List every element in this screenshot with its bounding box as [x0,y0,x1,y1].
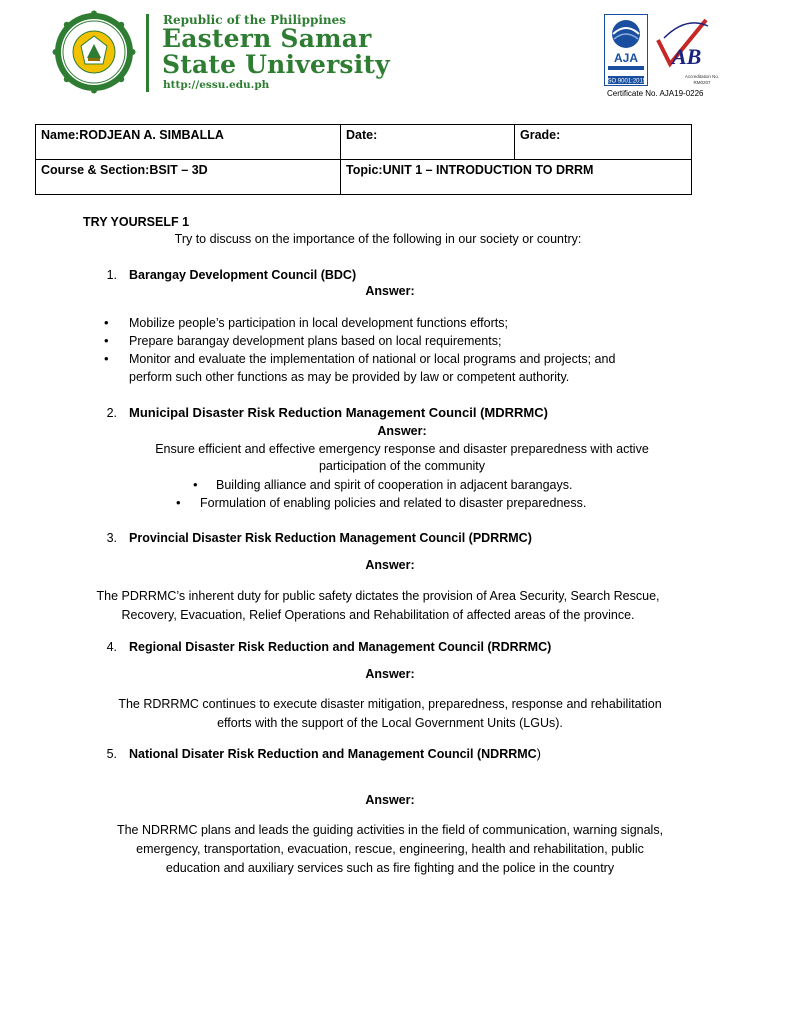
bullet-icon: • [104,315,109,330]
answer-text: The PDRRMC’s inherent duty for public safety dictates the provision of Area Security, Search Rescue, [96,589,660,603]
university-name-line2: State University [162,50,390,79]
answer-label: Answer: [365,284,415,298]
bullet-icon: • [104,351,109,366]
list-item: Mobilize people’s participation in local development functions efforts; [129,316,508,330]
aja-certification-logo [604,14,648,86]
answer-text: participation of the community [318,459,486,473]
topic-cell: Topic:UNIT 1 – INTRODUCTION TO DRRM [341,160,692,195]
answer-label: Answer: [365,793,415,807]
answer-text: efforts with the support of the Local Government Units (LGUs). [217,716,563,730]
item-number: 4. [106,640,117,654]
list-item: Formulation of enabling policies and related to disaster preparedness. [200,496,587,510]
item-heading [129,747,541,761]
item-heading-text: National Disater Risk Reduction and Management Council (NDRRMC [129,747,537,761]
answer-label: Answer: [365,558,415,572]
republic-label: Republic of the Philippines [163,13,347,27]
name-cell: Name:RODJEAN A. SIMBALLA [36,125,341,160]
list-item: Monitor and evaluate the implementation of national or local programs and projects; and [129,352,616,366]
svg-text:Accreditation No.: Accreditation No. [684,74,720,79]
jab-accreditation-logo [656,14,720,88]
instruction-text: Try to discuss on the importance of the following in our society or country: [174,232,582,246]
item-heading: Municipal Disaster Risk Reduction Management Council (MDRRMC) [129,405,548,420]
item-heading: Regional Disaster Risk Reduction and Management Council (RDRRMC) [129,640,552,654]
answer-text: The RDRRMC continues to execute disaster mitigation, preparedness, response and rehabilitation [118,697,662,711]
answer-text: education and auxiliary services such as fire fighting and the police in the country [165,861,615,875]
answer-text: Recovery, Evacuation, Relief Operations and Rehabilitation of affected areas of the province. [121,608,635,622]
date-cell: Date: [341,125,515,160]
bullet-icon: • [193,477,198,492]
svg-text:AJA: AJA [613,51,639,65]
list-item: Building alliance and spirit of cooperation in adjacent barangays. [216,478,573,492]
course-section-cell: Course & Section:BSIT – 3D [36,160,341,195]
university-name-line1: Eastern Samar [162,24,372,53]
grade-cell: Grade: [515,125,692,160]
svg-text:ISO 9001:2015: ISO 9001:2015 [605,78,647,85]
certificate-number: Certificate No. AJA19-0226 [607,89,704,98]
item-number: 3. [106,531,117,545]
item-number: 2. [106,406,117,420]
item-heading: Provincial Disaster Risk Reduction Management Council (PDRRMC) [129,531,532,545]
answer-text: The NDRRMC plans and leads the guiding activities in the field of communication, warning signals, [116,823,664,837]
answer-label: Answer: [365,667,415,681]
section-title: TRY YOURSELF 1 [83,215,190,229]
svg-text:RM0207: RM0207 [693,80,711,85]
item-number: 1. [106,268,117,282]
student-info-table [35,124,692,195]
bullet-icon: • [176,495,181,510]
university-url-link[interactable]: http://essu.edu.ph [163,79,270,91]
answer-text: Ensure efficient and effective emergency response and disaster preparedness with active [155,442,649,456]
svg-text:AB: AB [672,44,702,69]
answer-label: Answer: [377,424,427,438]
answer-text: emergency, transportation, evacuation, rescue, engineering, health and rehabilitation, public [136,842,644,856]
bullet-icon: • [104,333,109,348]
item-number: 5. [106,747,117,761]
university-seal-logo [47,12,141,92]
header-divider [146,14,149,92]
item-heading: Barangay Development Council (BDC) [129,268,357,282]
list-item: Prepare barangay development plans based on local requirements; [129,334,502,348]
item-heading-tail: ) [536,747,541,761]
list-item-continuation: perform such other functions as may be provided by law or competent authority. [129,370,570,384]
